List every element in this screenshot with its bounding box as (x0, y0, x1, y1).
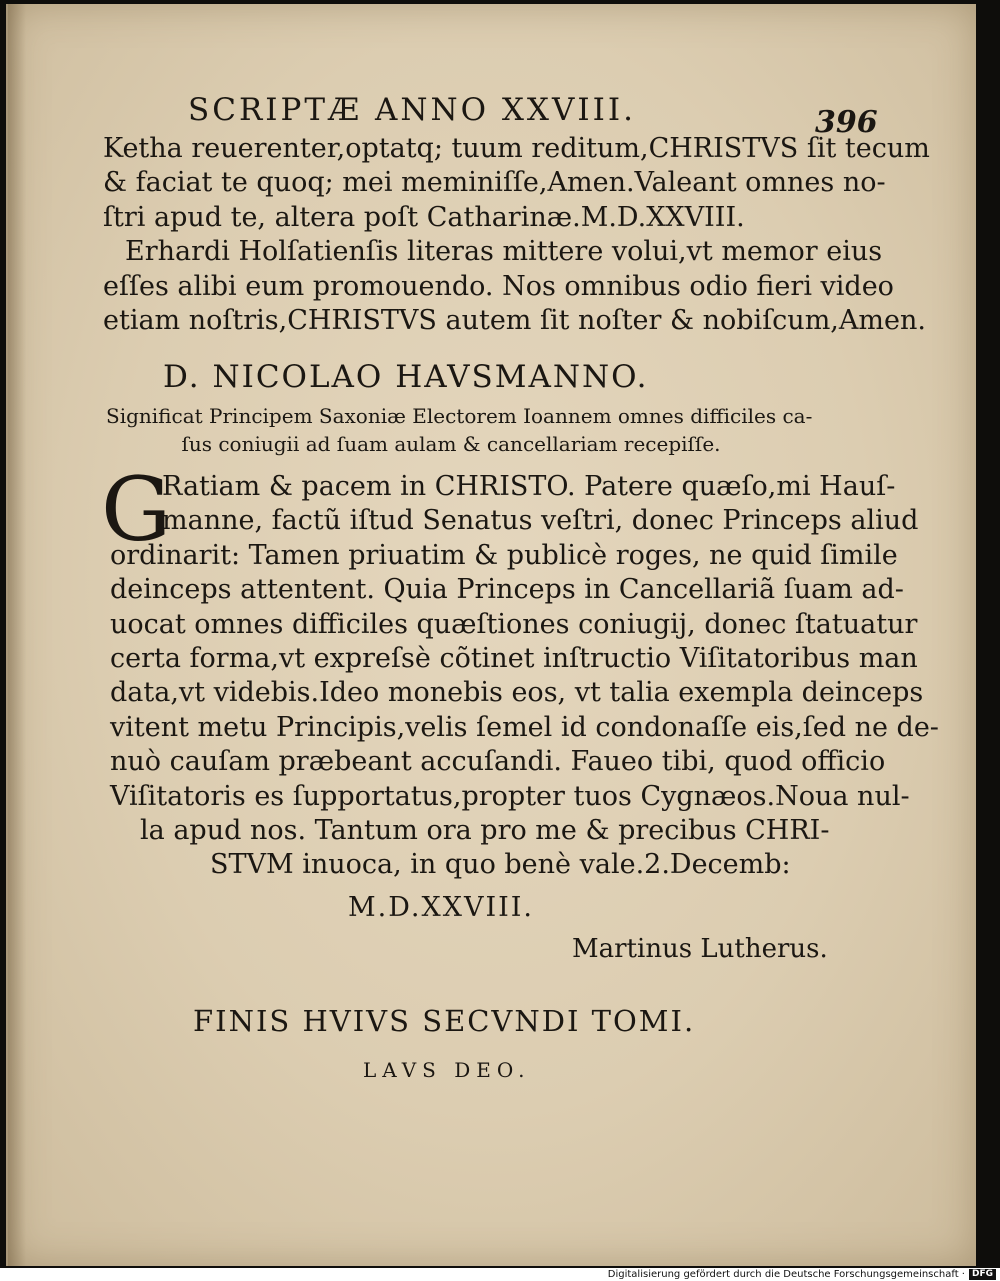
folio-number: 396 (815, 105, 878, 140)
text-line: uocat omnes difficiles quæſtiones coniugij, donec ſtatuatur (110, 608, 918, 640)
opening-paragraph (103, 132, 930, 338)
text-line: Viſitatoris es ſupportatus,propter tuos Cygnæos.Noua nul- (110, 780, 910, 812)
text-line: ordinarit: Tamen priuatim & publicè roges, ne quid ſimile (110, 539, 898, 571)
text-line: vitent metu Principis,velis ſemel id condonaſſe eis,ſed ne de- (110, 711, 939, 743)
text-line: nuò cauſam præbeant accuſandi. Faueo tibi, quod officio (110, 746, 886, 778)
letter-title: D. NICOLAO HAVSMANNO. (163, 359, 649, 395)
running-title: SCRIPTÆ ANNO XXVIII. (188, 92, 636, 128)
signature: Martinus Lutherus. (572, 934, 828, 964)
text-line: data,vt videbis.Ideo monebis eos, vt talia exempla deinceps (110, 677, 924, 709)
text-line: ſtri apud te, altera poſt Catharinæ.M.D.XXVIII. (103, 201, 745, 233)
book-page (6, 4, 976, 1266)
text-line: certa forma,vt expreſsè cõtinet inſtructio Viſitatoribus man (110, 642, 918, 674)
letter-date: M.D.XXVIII. (348, 892, 535, 923)
digitization-footer (608, 1267, 996, 1281)
colophon-finis: FINIS HVIVS SECVNDI TOMI. (193, 1004, 696, 1038)
text-line: STVM inuoca, in quo benè vale.2.Decemb: (210, 849, 791, 881)
text-line: Ketha reuerenter,optatq; tuum reditum,CHRISTVS ſit tecum (103, 133, 930, 164)
summary-line: ſus coniugii ad ſuam aulam & cancellariam recepiſſe. (181, 432, 721, 456)
colophon-laus: LAVS DEO. (363, 1058, 531, 1082)
text-line: etiam noſtris,CHRISTVS autem ſit noſter & nobiſcum,Amen. (103, 304, 926, 336)
text-line: deinceps attentent. Quia Princeps in Cancellariã ſuam ad- (110, 574, 904, 606)
text-line: la apud nos. Tantum ora pro me & precibus CHRI- (140, 814, 830, 846)
text-line: Erhardi Holſatienſis literas mittere volui,vt memor eius (125, 236, 883, 268)
dfg-logo: DFG (969, 1269, 996, 1280)
drop-cap-letter: G (101, 458, 172, 561)
footer-text: Digitalisierung gefördert durch die Deutsche Forschungsgemeinschaft · (607, 1268, 965, 1280)
summary-line: Significat Principem Saxoniæ Electorem Ioannem omnes difficiles ca- (106, 404, 813, 428)
letter-body (110, 470, 939, 883)
text-line: eſſes alibi eum promouendo. Nos omnibus odio fieri video (103, 270, 894, 302)
text-line: & faciat te quoq; mei meminiſſe,Amen.Valeant omnes no- (103, 167, 886, 199)
letter-summary (106, 402, 813, 458)
text-line: Ratiam & pacem in CHRISTO. Patere quæſo,mi Hauſ- (162, 471, 896, 502)
text-line: manne, factũ iſtud Senatus veſtri, donec Princeps aliud (162, 505, 919, 537)
